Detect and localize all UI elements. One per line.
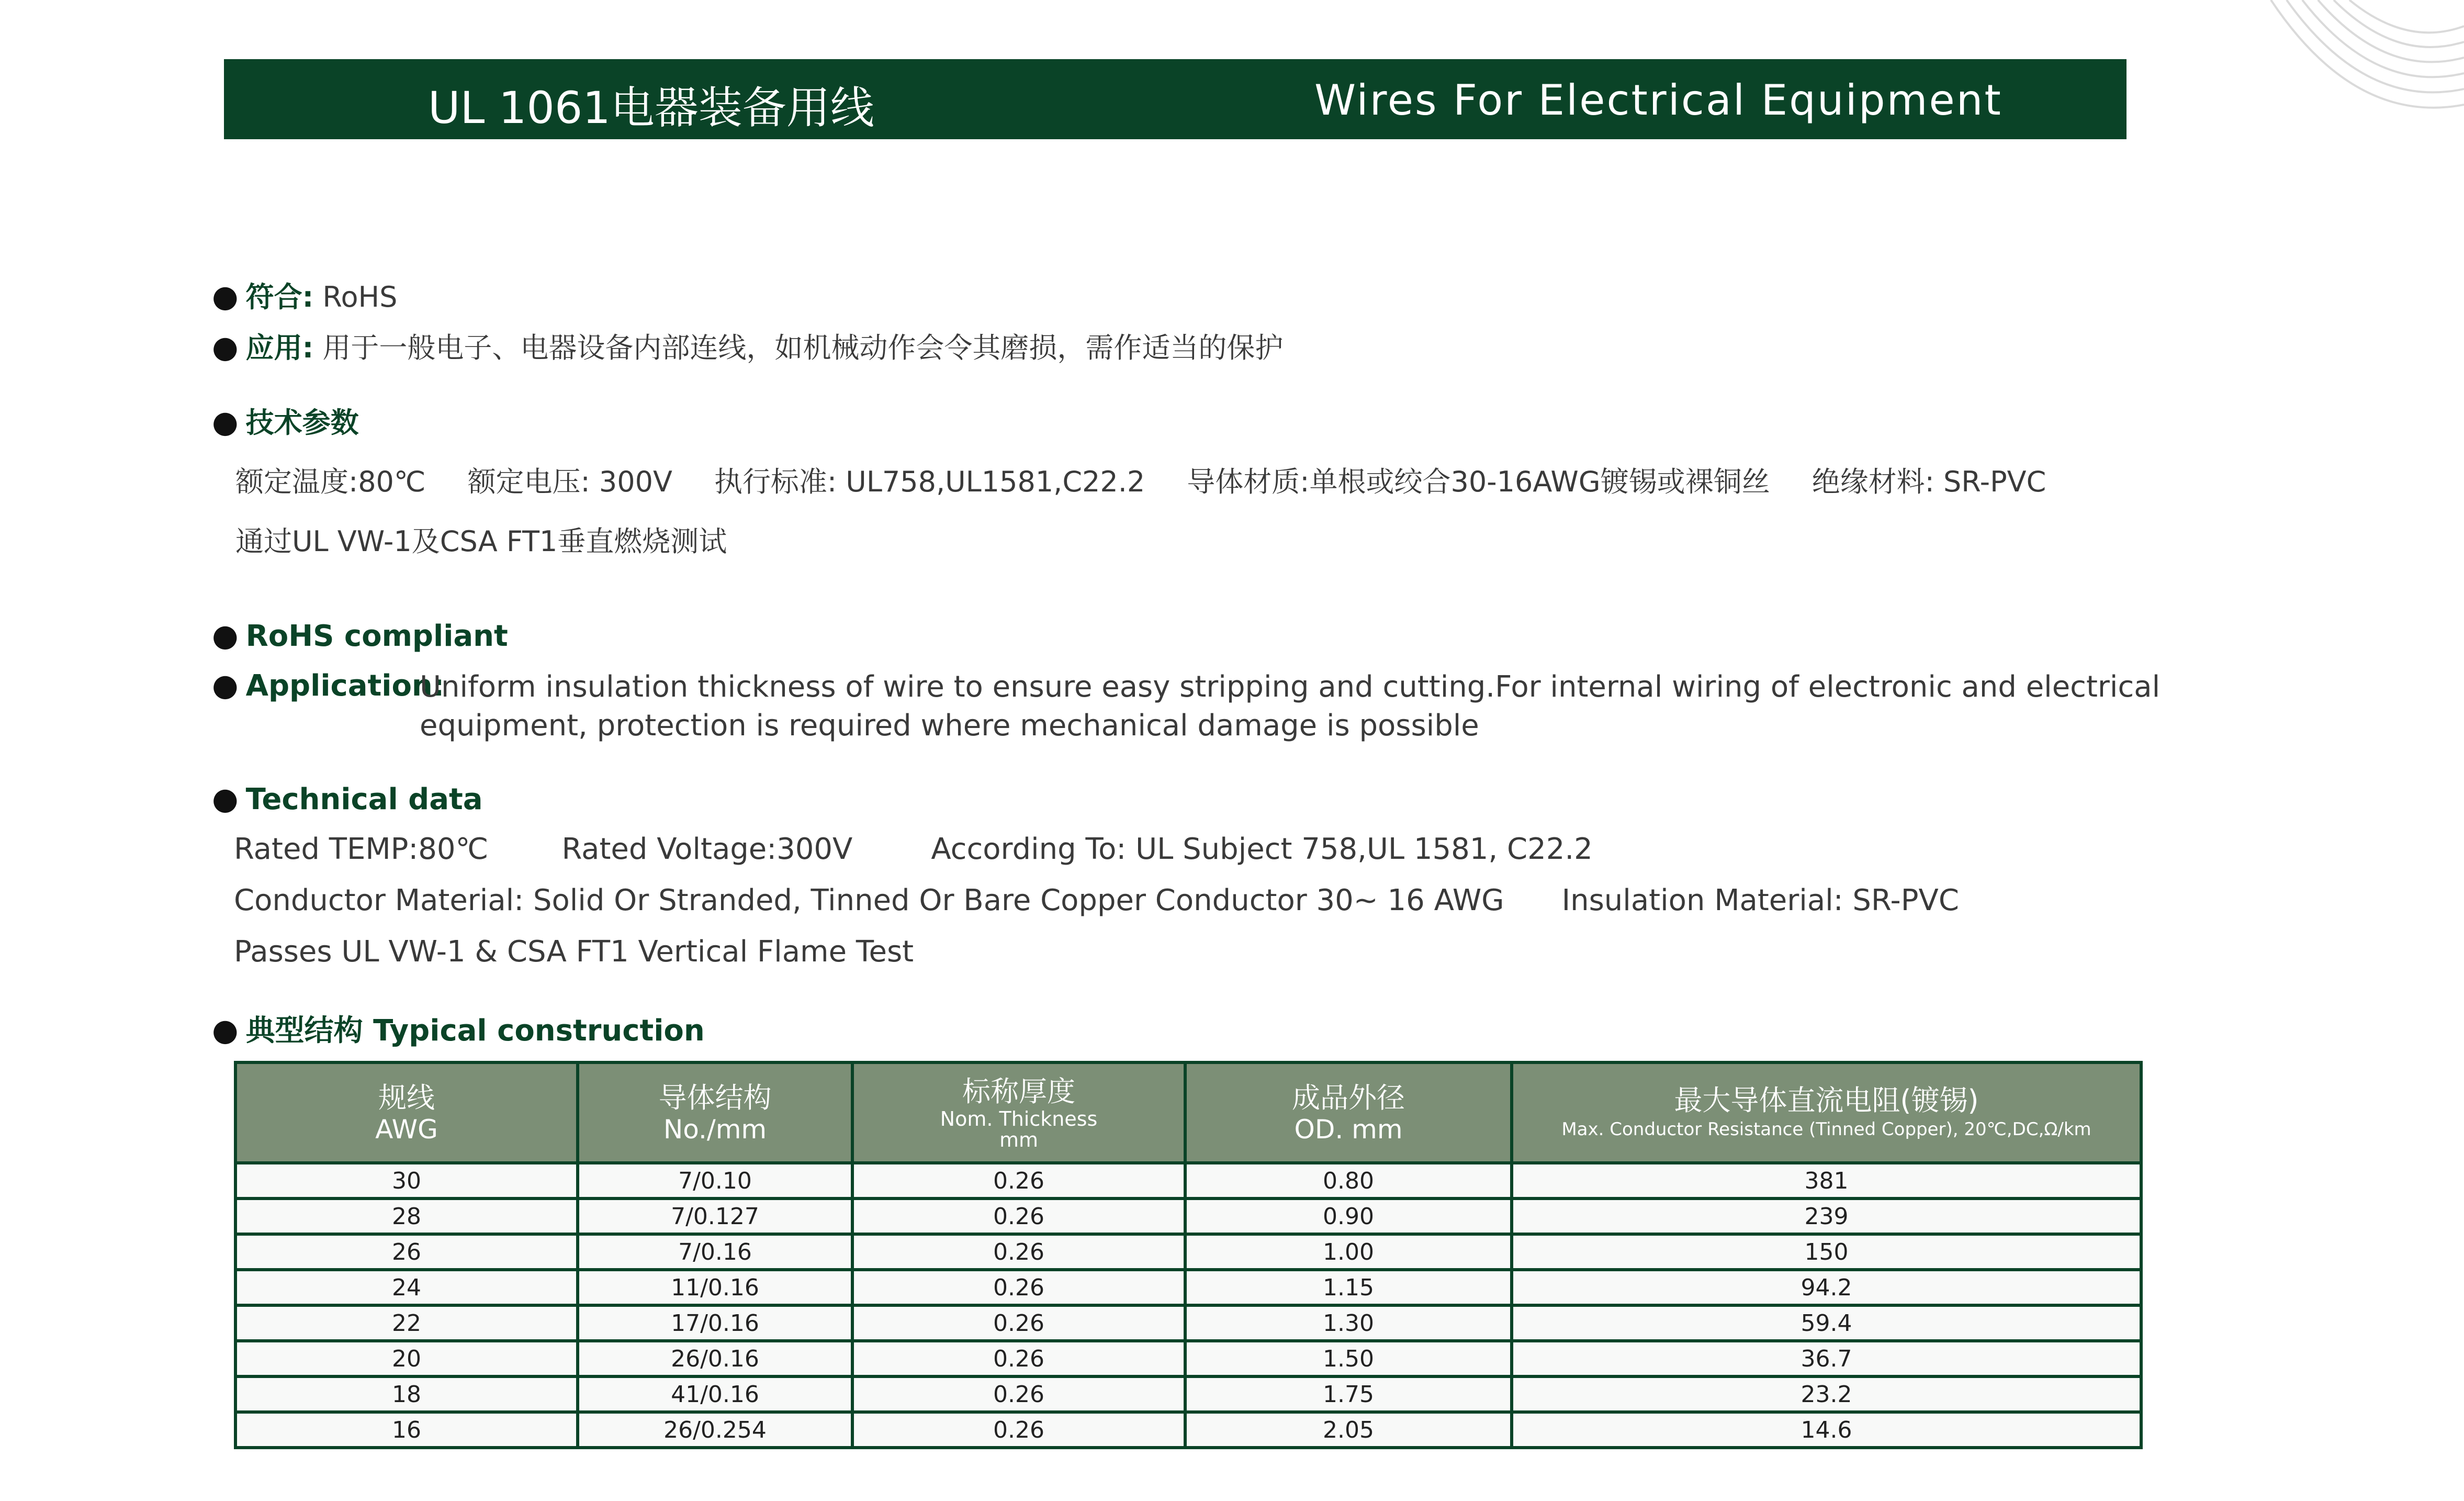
flame-test-cn: 通过UL VW-1及CSA FT1垂直燃烧测试 xyxy=(235,525,727,558)
resistance-cell: 150 xyxy=(1512,1234,2141,1270)
tech-specs-cn xyxy=(235,460,2046,500)
table-row xyxy=(235,1376,2141,1412)
header-od: 成品外径 OD. mm xyxy=(1185,1062,1512,1163)
insulation-cn: 绝缘材料: SR-PVC xyxy=(1812,465,2046,498)
thickness-cell: 0.26 xyxy=(852,1376,1185,1412)
construction-heading-cn: 典型结构 xyxy=(245,1014,363,1048)
application-line-cn xyxy=(212,326,1283,366)
compliance-label-cn: 符合: xyxy=(245,281,314,313)
resistance-cell: 94.2 xyxy=(1512,1270,2141,1305)
tech-line-1-en xyxy=(234,832,1593,866)
resistance-cell: 59.4 xyxy=(1512,1305,2141,1341)
table-row xyxy=(235,1341,2141,1376)
od-cell: 0.90 xyxy=(1185,1198,1512,1234)
bullet-icon: ● xyxy=(212,404,239,440)
application-label-en: Application: xyxy=(245,669,445,703)
bullet-icon: ● xyxy=(212,618,239,653)
page-title-en: Wires For Electrical Equipment xyxy=(1314,76,2002,125)
application-text-en-1: Uniform insulation thickness of wire to ensure easy stripping and cutting.For internal wiring of electronic and electrical xyxy=(420,670,2161,704)
rated-temp-cn: 额定温度:80℃ xyxy=(235,465,426,498)
bullet-icon: ● xyxy=(212,329,239,365)
rated-voltage-en: Rated Voltage:300V xyxy=(561,832,853,866)
table-row xyxy=(235,1412,2141,1448)
flame-test-en: Passes UL VW-1 & CSA FT1 Vertical Flame Test xyxy=(234,935,914,969)
od-cell: 1.50 xyxy=(1185,1341,1512,1376)
tech-heading-en: ● Technical data xyxy=(212,781,483,816)
resistance-cell: 14.6 xyxy=(1512,1412,2141,1448)
awg-cell: 20 xyxy=(235,1341,578,1376)
construction-heading xyxy=(212,1007,705,1049)
conductor-cn: 导体材质:单根或绞合30-16AWG镀锡或裸铜丝 xyxy=(1187,465,1770,498)
conductor-cell: 17/0.16 xyxy=(578,1305,852,1341)
thickness-cell: 0.26 xyxy=(852,1305,1185,1341)
thickness-cell: 0.26 xyxy=(852,1341,1185,1376)
table-header-row xyxy=(235,1062,2141,1163)
rohs-heading-en: ● RoHS compliant xyxy=(212,618,508,653)
awg-cell: 18 xyxy=(235,1376,578,1412)
od-cell: 1.15 xyxy=(1185,1270,1512,1305)
bullet-icon: ● xyxy=(212,1012,239,1048)
thickness-cell: 0.26 xyxy=(852,1234,1185,1270)
resistance-cell: 36.7 xyxy=(1512,1341,2141,1376)
application-text-en-2: equipment, protection is required where mechanical damage is possible xyxy=(420,709,1479,743)
bullet-icon: ● xyxy=(212,278,239,314)
tech-heading-cn: ● 技术参数 xyxy=(212,404,359,440)
od-cell: 1.00 xyxy=(1185,1234,1512,1270)
conductor-cell: 11/0.16 xyxy=(578,1270,852,1305)
thickness-cell: 0.26 xyxy=(852,1198,1185,1234)
conductor-cell: 7/0.127 xyxy=(578,1198,852,1234)
conductor-cell: 26/0.254 xyxy=(578,1412,852,1448)
conductor-cell: 41/0.16 xyxy=(578,1376,852,1412)
compliance-line-cn xyxy=(212,275,397,315)
table-row xyxy=(235,1234,2141,1270)
od-cell: 0.80 xyxy=(1185,1163,1512,1198)
construction-table xyxy=(234,1061,2143,1449)
table-row xyxy=(235,1270,2141,1305)
resistance-cell: 381 xyxy=(1512,1163,2141,1198)
header-thickness: 标称厚度 Nom. Thickness mm xyxy=(852,1062,1185,1163)
od-cell: 2.05 xyxy=(1185,1412,1512,1448)
tech-line-2-en xyxy=(234,883,1959,917)
awg-cell: 26 xyxy=(235,1234,578,1270)
conductor-cell: 7/0.10 xyxy=(578,1163,852,1198)
application-line-en xyxy=(212,667,444,703)
conductor-cell: 7/0.16 xyxy=(578,1234,852,1270)
awg-cell: 28 xyxy=(235,1198,578,1234)
decorative-arc-pattern xyxy=(2250,0,2464,136)
application-value-cn: 用于一般电子、电器设备内部连线，如机械动作会令其磨损，需作适当的保护 xyxy=(322,331,1284,364)
awg-cell: 22 xyxy=(235,1305,578,1341)
insulation-en: Insulation Material: SR-PVC xyxy=(1561,883,1959,917)
thickness-cell: 0.26 xyxy=(852,1163,1185,1198)
according-to-en: According To: UL Subject 758,UL 1581, C22.2 xyxy=(931,832,1593,866)
application-label-cn: 应用: xyxy=(245,331,314,364)
resistance-cell: 239 xyxy=(1512,1198,2141,1234)
od-cell: 1.75 xyxy=(1185,1376,1512,1412)
page-title-cn: UL 1061电器装备用线 xyxy=(428,82,874,133)
awg-cell: 24 xyxy=(235,1270,578,1305)
rated-temp-en: Rated TEMP:80℃ xyxy=(234,832,489,866)
resistance-cell: 23.2 xyxy=(1512,1376,2141,1412)
awg-cell: 30 xyxy=(235,1163,578,1198)
thickness-cell: 0.26 xyxy=(852,1412,1185,1448)
title-banner xyxy=(224,59,2127,139)
table-row xyxy=(235,1163,2141,1198)
awg-cell: 16 xyxy=(235,1412,578,1448)
conductor-en: Conductor Material: Solid Or Stranded, Tinned Or Bare Copper Conductor 30~ 16 AWG xyxy=(234,883,1504,917)
bullet-icon: ● xyxy=(212,781,239,816)
thickness-cell: 0.26 xyxy=(852,1270,1185,1305)
conductor-cell: 26/0.16 xyxy=(578,1341,852,1376)
standard-cn: 执行标准: UL758,UL1581,C22.2 xyxy=(714,465,1145,498)
header-awg: 规线 AWG xyxy=(235,1062,578,1163)
construction-heading-en: Typical construction xyxy=(373,1014,705,1048)
header-conductor: 导体结构 No./mm xyxy=(578,1062,852,1163)
header-resistance: 最大导体直流电阻(镀锡) Max. Conductor Resistance (Tinned Copper), 20℃,DC,Ω/km xyxy=(1512,1062,2141,1163)
table-row xyxy=(235,1305,2141,1341)
compliance-value-cn: RoHS xyxy=(322,281,398,313)
bullet-icon: ● xyxy=(212,667,239,703)
table-row xyxy=(235,1198,2141,1234)
rated-voltage-cn: 额定电压: 300V xyxy=(467,465,672,498)
od-cell: 1.30 xyxy=(1185,1305,1512,1341)
